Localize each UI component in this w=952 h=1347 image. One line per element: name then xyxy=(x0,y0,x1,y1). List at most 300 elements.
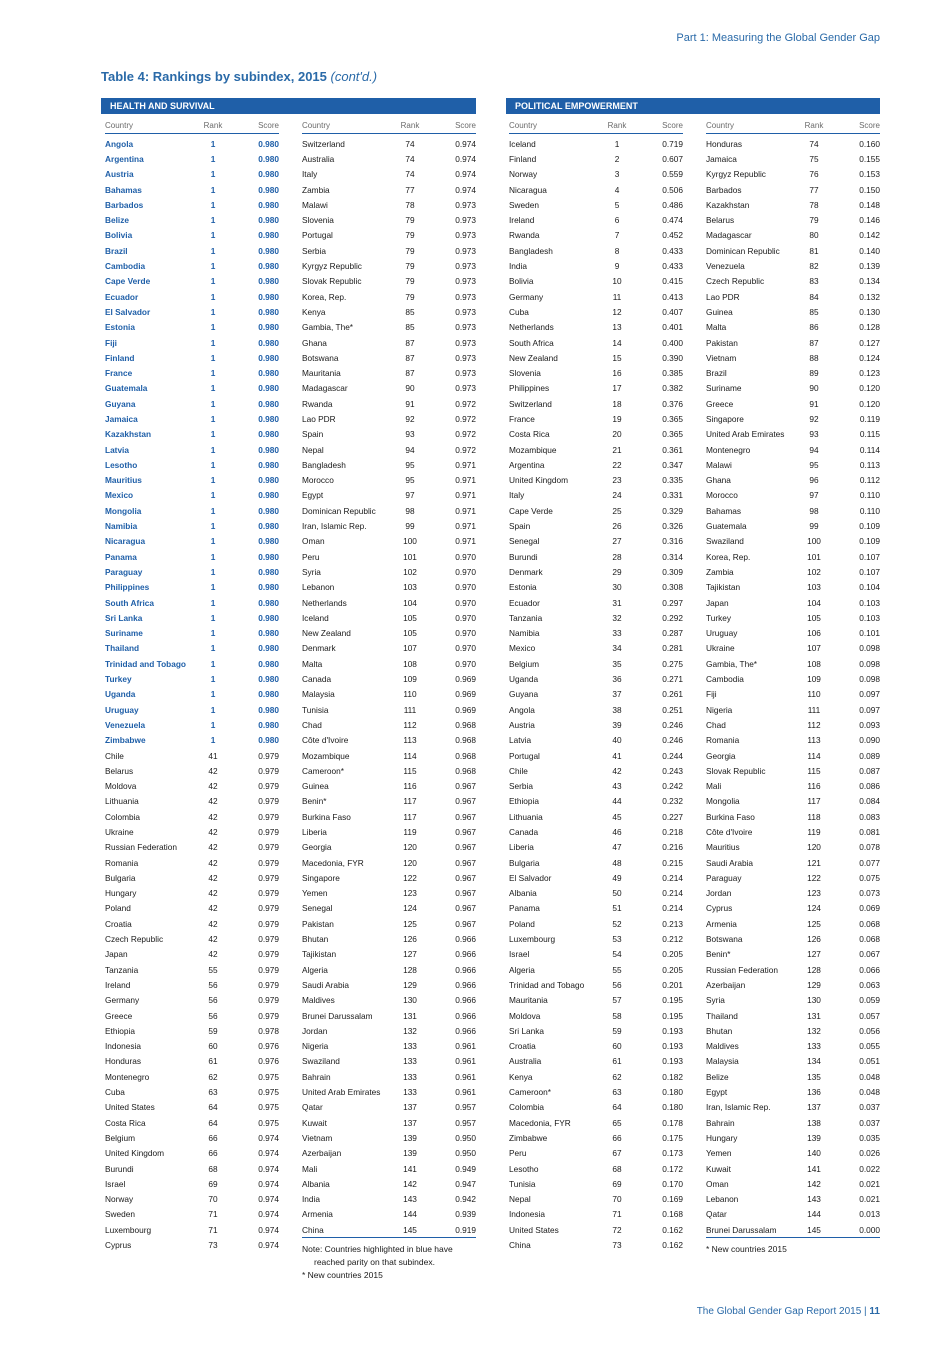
country-cell: Mali xyxy=(706,781,722,792)
score-cell: 0.103 xyxy=(859,612,880,623)
score-cell: 0.972 xyxy=(455,413,476,424)
table-row xyxy=(706,212,880,227)
country-cell: Paraguay xyxy=(105,566,143,577)
score-cell: 0.949 xyxy=(455,1163,476,1174)
score-cell: 0.097 xyxy=(859,704,880,715)
rank-cell: 99 xyxy=(405,521,415,532)
score-cell: 0.976 xyxy=(258,1041,279,1052)
country-cell: Norway xyxy=(105,1194,134,1205)
table-row xyxy=(302,1130,476,1145)
rank-cell: 42 xyxy=(208,842,218,853)
country-cell: Slovak Republic xyxy=(706,765,766,776)
country-cell: Lebanon xyxy=(302,582,335,593)
table-row xyxy=(706,626,880,641)
table-row xyxy=(105,763,279,778)
rank-cell: 29 xyxy=(612,566,622,577)
score-cell: 0.967 xyxy=(455,842,476,853)
score-cell: 0.980 xyxy=(258,429,279,440)
country-cell: El Salvador xyxy=(509,872,552,883)
country-cell: Saudi Arabia xyxy=(302,979,350,990)
rank-cell: 77 xyxy=(809,184,819,195)
rank-cell: 1 xyxy=(210,322,216,333)
rank-cell: 22 xyxy=(612,459,622,470)
country-cell: Algeria xyxy=(509,964,535,975)
score-cell: 0.139 xyxy=(859,261,880,272)
rank-cell: 95 xyxy=(809,459,819,470)
score-cell: 0.109 xyxy=(859,536,880,547)
score-cell: 0.979 xyxy=(258,781,279,792)
table-row xyxy=(706,350,880,365)
country-cell: Korea, Rep. xyxy=(706,551,751,562)
country-cell: Sri Lanka xyxy=(509,1025,545,1036)
score-cell: 0.201 xyxy=(662,979,683,990)
table-row xyxy=(706,947,880,962)
rank-cell: 138 xyxy=(807,1117,821,1128)
country-cell: Qatar xyxy=(302,1102,323,1113)
rank-cell: 34 xyxy=(612,643,622,654)
country-cell: Romania xyxy=(706,735,740,746)
score-cell: 0.180 xyxy=(662,1087,683,1098)
score-cell: 0.175 xyxy=(662,1132,683,1143)
rank-cell: 90 xyxy=(809,383,819,394)
rank-cell: 1 xyxy=(210,704,216,715)
rank-cell: 60 xyxy=(208,1041,218,1052)
country-cell: Jordan xyxy=(302,1025,328,1036)
score-cell: 0.974 xyxy=(258,1224,279,1235)
country-cell: Romania xyxy=(105,857,139,868)
score-cell: 0.244 xyxy=(662,750,683,761)
country-cell: Russian Federation xyxy=(706,964,778,975)
score-cell: 0.347 xyxy=(662,459,683,470)
rank-cell: 120 xyxy=(403,857,417,868)
table-row xyxy=(706,473,880,488)
score-cell: 0.961 xyxy=(455,1087,476,1098)
rank-cell: 50 xyxy=(612,888,622,899)
rank-cell: 145 xyxy=(807,1224,821,1235)
table-row xyxy=(302,778,476,793)
table-row xyxy=(105,1054,279,1069)
country-cell: Luxembourg xyxy=(509,934,556,945)
rank-cell: 130 xyxy=(807,995,821,1006)
table-row xyxy=(302,411,476,426)
country-cell: India xyxy=(302,1194,320,1205)
table-row xyxy=(302,488,476,503)
rank-cell: 98 xyxy=(405,505,415,516)
table-row xyxy=(105,442,279,457)
rank-cell: 1 xyxy=(210,658,216,669)
country-cell: Madagascar xyxy=(302,383,348,394)
table-row xyxy=(105,182,279,197)
score-cell: 0.168 xyxy=(662,1209,683,1220)
country-cell: Italy xyxy=(302,169,318,180)
table-row xyxy=(105,977,279,992)
country-cell: Malta xyxy=(302,658,323,669)
score-cell: 0.098 xyxy=(859,674,880,685)
table-row xyxy=(509,748,683,763)
table-row xyxy=(302,931,476,946)
country-cell: Switzerland xyxy=(302,138,345,149)
rank-cell: 1 xyxy=(210,199,216,210)
country-cell: Ukraine xyxy=(105,827,134,837)
table-row xyxy=(509,656,683,671)
country-cell: Uganda xyxy=(105,689,136,700)
country-cell: Serbia xyxy=(302,245,326,256)
table-row xyxy=(105,1176,279,1191)
table-row xyxy=(105,656,279,671)
table-row xyxy=(105,1008,279,1023)
score-cell: 0.195 xyxy=(662,1010,683,1021)
table-row xyxy=(302,977,476,992)
country-cell: Slovenia xyxy=(509,368,541,379)
rank-cell: 120 xyxy=(807,842,821,853)
rank-cell: 79 xyxy=(405,245,415,256)
table-row xyxy=(105,809,279,824)
score-cell: 0.980 xyxy=(258,566,279,577)
rank-cell: 104 xyxy=(807,597,821,608)
score-cell: 0.974 xyxy=(455,138,476,149)
rank-cell: 1 xyxy=(210,169,216,180)
page-number: 11 xyxy=(869,1306,880,1317)
country-cell: Jordan xyxy=(706,888,732,899)
rank-cell: 124 xyxy=(403,903,417,914)
rank-cell: 33 xyxy=(612,628,622,639)
rank-cell: 101 xyxy=(807,551,821,562)
rank-cell: 103 xyxy=(403,582,417,593)
rank-cell: 127 xyxy=(403,949,417,960)
rank-cell: 1 xyxy=(210,643,216,654)
country-cell: Mauritania xyxy=(302,368,341,379)
country-cell: Finland xyxy=(105,352,135,363)
table-row xyxy=(105,610,279,625)
table-row xyxy=(105,1100,279,1115)
rank-cell: 42 xyxy=(208,949,218,960)
table-row xyxy=(105,136,279,151)
table-row xyxy=(302,763,476,778)
rank-cell: 42 xyxy=(208,918,218,929)
rank-cell: 92 xyxy=(809,413,819,424)
table-row xyxy=(706,931,880,946)
country-cell: Nigeria xyxy=(706,704,733,715)
score-cell: 0.243 xyxy=(662,765,683,776)
score-cell: 0.506 xyxy=(662,184,683,195)
country-cell: Morocco xyxy=(302,475,334,486)
rank-cell: 105 xyxy=(403,628,417,639)
score-cell: 0.979 xyxy=(258,811,279,822)
country-cell: Pakistan xyxy=(302,918,334,929)
rank-cell: 42 xyxy=(208,872,218,883)
table-row xyxy=(706,1146,880,1161)
country-cell: Mauritania xyxy=(509,995,548,1006)
table-row xyxy=(509,365,683,380)
table-row xyxy=(509,702,683,717)
country-cell: Tajikistan xyxy=(706,582,741,593)
table-row xyxy=(302,702,476,717)
table-row xyxy=(105,947,279,962)
health-rows-2 xyxy=(302,136,476,1238)
score-cell: 0.979 xyxy=(258,1010,279,1021)
rank-cell: 79 xyxy=(405,261,415,272)
score-cell: 0.980 xyxy=(258,306,279,317)
table-row xyxy=(302,335,476,350)
table-row xyxy=(509,1023,683,1038)
score-cell: 0.961 xyxy=(455,1071,476,1082)
rank-cell: 42 xyxy=(208,811,218,822)
rank-cell: 112 xyxy=(403,719,417,730)
score-cell: 0.974 xyxy=(455,184,476,195)
score-cell: 0.022 xyxy=(859,1163,880,1174)
country-cell: Canada xyxy=(302,674,332,685)
table-row xyxy=(706,335,880,350)
country-cell: Gambia, The* xyxy=(706,658,758,669)
score-cell: 0.073 xyxy=(859,888,880,899)
country-cell: Uruguay xyxy=(706,628,738,639)
country-cell: Sweden xyxy=(509,199,539,210)
table-row xyxy=(302,212,476,227)
score-cell: 0.968 xyxy=(455,765,476,776)
rank-cell: 36 xyxy=(612,674,622,685)
rank-cell: 79 xyxy=(809,215,819,226)
country-cell: Finland xyxy=(509,153,537,164)
score-cell: 0.966 xyxy=(455,1010,476,1021)
part-header: Part 1: Measuring the Global Gender Gap xyxy=(676,32,880,44)
country-cell: Portugal xyxy=(509,750,540,761)
country-cell: Nicaragua xyxy=(509,184,547,195)
table-row xyxy=(509,320,683,335)
rank-cell: 57 xyxy=(612,995,622,1006)
score-cell: 0.193 xyxy=(662,1041,683,1052)
rank-cell: 11 xyxy=(612,291,622,302)
country-cell: Botswana xyxy=(302,352,339,363)
score-cell: 0.089 xyxy=(859,750,880,761)
country-cell: Greece xyxy=(706,398,734,409)
score-cell: 0.975 xyxy=(258,1102,279,1113)
score-cell: 0.124 xyxy=(859,352,880,363)
country-cell: Malaysia xyxy=(302,689,335,700)
country-cell: Belarus xyxy=(105,765,134,776)
country-cell: China xyxy=(509,1240,531,1251)
score-cell: 0.973 xyxy=(455,383,476,394)
score-cell: 0.966 xyxy=(455,934,476,945)
rank-cell: 86 xyxy=(809,322,819,333)
rank-cell: 2 xyxy=(614,153,620,164)
rank-cell: 108 xyxy=(403,658,417,669)
score-cell: 0.973 xyxy=(455,230,476,241)
score-cell: 0.195 xyxy=(662,995,683,1006)
rank-cell: 137 xyxy=(403,1117,417,1128)
table-row xyxy=(706,1115,880,1130)
rank-cell: 87 xyxy=(405,352,415,363)
score-cell: 0.213 xyxy=(662,918,683,929)
rank-cell: 119 xyxy=(403,827,417,837)
rank-cell: 65 xyxy=(612,1117,622,1128)
rank-cell: 42 xyxy=(208,857,218,868)
rank-cell: 64 xyxy=(208,1102,218,1113)
country-cell: Mauritius xyxy=(706,842,740,853)
table-row xyxy=(509,947,683,962)
country-cell: Liberia xyxy=(509,842,534,853)
table-row xyxy=(509,794,683,809)
table-row xyxy=(706,151,880,166)
table-row xyxy=(706,243,880,258)
table-row xyxy=(105,931,279,946)
rank-cell: 7 xyxy=(614,230,620,241)
country-cell: Egypt xyxy=(302,490,324,501)
table-row xyxy=(302,717,476,732)
table-row xyxy=(105,671,279,686)
score-cell: 0.069 xyxy=(859,903,880,914)
rank-cell: 1 xyxy=(210,276,216,287)
rank-cell: 32 xyxy=(612,612,622,623)
country-cell: Uruguay xyxy=(105,704,139,715)
score-cell: 0.979 xyxy=(258,949,279,960)
rank-cell: 95 xyxy=(405,459,415,470)
score-cell: 0.974 xyxy=(258,1209,279,1220)
rank-cell: 79 xyxy=(405,291,415,302)
rank-cell: 96 xyxy=(809,475,819,486)
table-row xyxy=(105,274,279,289)
score-cell: 0.980 xyxy=(258,413,279,424)
country-cell: Zimbabwe xyxy=(509,1132,548,1143)
table-row xyxy=(302,228,476,243)
country-cell: Madagascar xyxy=(706,230,752,241)
score-cell: 0.401 xyxy=(662,322,683,333)
rank-cell: 139 xyxy=(807,1132,821,1143)
country-cell: Sri Lanka xyxy=(105,612,143,623)
table-row xyxy=(302,671,476,686)
rank-cell: 93 xyxy=(405,429,415,440)
rank-cell: 58 xyxy=(612,1010,622,1021)
rank-cell: 89 xyxy=(809,368,819,379)
rank-cell: 56 xyxy=(208,979,218,990)
country-cell: Singapore xyxy=(706,413,744,424)
table-row xyxy=(706,656,880,671)
country-cell: Montenegro xyxy=(105,1071,150,1082)
rank-cell: 46 xyxy=(612,827,622,837)
country-cell: Macedonia, FYR xyxy=(509,1117,571,1128)
table-row xyxy=(105,197,279,212)
score-cell: 0.246 xyxy=(662,719,683,730)
score-cell: 0.297 xyxy=(662,597,683,608)
score-cell: 0.205 xyxy=(662,949,683,960)
rank-cell: 55 xyxy=(208,964,218,975)
country-cell: Maldives xyxy=(706,1041,739,1052)
score-cell: 0.957 xyxy=(455,1102,476,1113)
score-cell: 0.980 xyxy=(258,230,279,241)
country-cell: Angola xyxy=(509,704,535,715)
table-row xyxy=(105,350,279,365)
score-cell: 0.055 xyxy=(859,1041,880,1052)
table-row xyxy=(706,289,880,304)
score-cell: 0.980 xyxy=(258,521,279,532)
rank-cell: 140 xyxy=(807,1148,821,1159)
rank-cell: 107 xyxy=(807,643,821,654)
table-row xyxy=(509,457,683,472)
table-row xyxy=(509,916,683,931)
country-cell: Namibia xyxy=(509,628,540,639)
score-cell: 0.119 xyxy=(859,413,880,424)
country-cell: Iran, Islamic Rep. xyxy=(302,521,367,532)
country-cell: Venezuela xyxy=(706,261,745,272)
table-row xyxy=(509,778,683,793)
score-cell: 0.066 xyxy=(859,964,880,975)
rank-cell: 55 xyxy=(612,964,622,975)
rank-cell: 123 xyxy=(807,888,821,899)
table-row xyxy=(509,763,683,778)
table-row xyxy=(706,748,880,763)
table-row xyxy=(509,258,683,273)
score-cell: 0.452 xyxy=(662,230,683,241)
rank-cell: 107 xyxy=(403,643,417,654)
table-row xyxy=(302,947,476,962)
rank-cell: 79 xyxy=(405,215,415,226)
table-row xyxy=(706,396,880,411)
score-cell: 0.308 xyxy=(662,582,683,593)
rank-cell: 1 xyxy=(210,337,216,348)
country-cell: Latvia xyxy=(105,444,129,455)
score-cell: 0.975 xyxy=(258,1087,279,1098)
score-cell: 0.214 xyxy=(662,903,683,914)
score-cell: 0.090 xyxy=(859,735,880,746)
table-row xyxy=(105,595,279,610)
rank-cell: 1 xyxy=(210,245,216,256)
rank-cell: 136 xyxy=(807,1087,821,1098)
rank-cell: 25 xyxy=(612,505,622,516)
rank-cell: 1 xyxy=(210,429,216,440)
rank-cell: 139 xyxy=(403,1132,417,1143)
country-cell: Italy xyxy=(509,490,525,501)
table-row xyxy=(509,610,683,625)
score-cell: 0.979 xyxy=(258,918,279,929)
table-row xyxy=(509,503,683,518)
score-cell: 0.242 xyxy=(662,781,683,792)
table-row xyxy=(105,243,279,258)
table-row xyxy=(302,1039,476,1054)
table-row xyxy=(302,564,476,579)
score-cell: 0.971 xyxy=(455,521,476,532)
table-row xyxy=(509,595,683,610)
score-cell: 0.109 xyxy=(859,521,880,532)
country-cell: United States xyxy=(105,1102,155,1113)
table-row xyxy=(509,381,683,396)
score-cell: 0.972 xyxy=(455,444,476,455)
table-row xyxy=(105,840,279,855)
country-cell: Bolivia xyxy=(105,230,133,241)
table-row xyxy=(302,794,476,809)
score-cell: 0.146 xyxy=(859,215,880,226)
table-row xyxy=(302,1191,476,1206)
rank-cell: 137 xyxy=(403,1102,417,1113)
score-cell: 0.971 xyxy=(455,475,476,486)
table-row xyxy=(105,962,279,977)
table-row xyxy=(509,136,683,151)
country-cell: Czech Republic xyxy=(105,934,164,945)
rank-cell: 10 xyxy=(612,276,622,287)
table-row xyxy=(509,212,683,227)
rank-cell: 109 xyxy=(807,674,821,685)
table-row xyxy=(302,1008,476,1023)
score-cell: 0.178 xyxy=(662,1117,683,1128)
score-cell: 0.973 xyxy=(455,291,476,302)
score-cell: 0.980 xyxy=(258,352,279,363)
country-cell: Georgia xyxy=(302,842,332,853)
rank-cell: 115 xyxy=(403,765,417,776)
country-cell: Peru xyxy=(509,1148,527,1159)
country-cell: Hungary xyxy=(706,1132,738,1143)
country-cell: Georgia xyxy=(706,750,736,761)
rank-cell: 20 xyxy=(612,429,622,440)
rank-cell: 9 xyxy=(614,261,620,272)
table-row xyxy=(105,1115,279,1130)
